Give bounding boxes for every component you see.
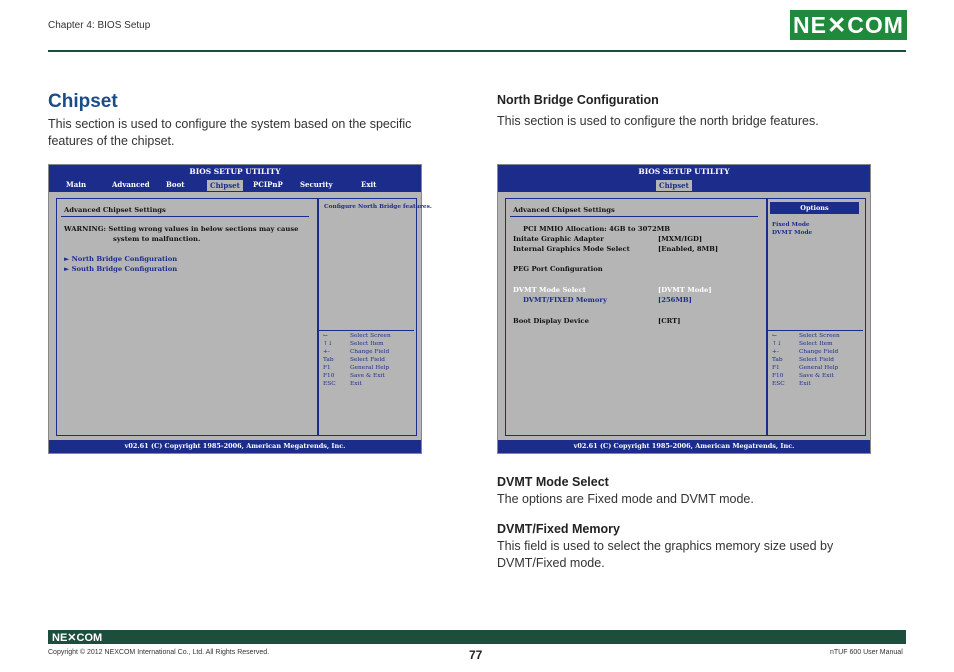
bios-dvmt-mode-value[interactable]: [DVMT Mode] xyxy=(658,286,712,294)
bios-options-list xyxy=(772,221,812,237)
bios-help-text: Configure North Bridge features. xyxy=(324,204,432,210)
help-key-row: F1 General Help xyxy=(323,365,390,371)
help-key-row: +- Change Field xyxy=(772,349,839,355)
chipset-intro: This section is used to configure the system based on the specific features of the chipset. xyxy=(48,117,412,148)
page-title: Chipset xyxy=(48,91,118,112)
bios-menubar xyxy=(498,178,870,192)
copyright: Copyright © 2012 NEXCOM International Co., Ltd. All Rights Reserved. xyxy=(48,649,270,656)
bios-menu-pcipnp[interactable]: PCIPnP xyxy=(253,180,283,189)
help-key-row: ↑↓ Select Item xyxy=(323,341,384,347)
bios-option-dvmt[interactable]: DVMT Mode xyxy=(772,230,813,236)
help-key-row: F10 Save & Exit xyxy=(772,373,834,379)
bios-row-pci-mmio: PCI MMIO Allocation: 4GB to 3072MB xyxy=(523,225,671,233)
help-key-row: F10 Save & Exit xyxy=(323,373,385,379)
help-key-row: ← Select Screen xyxy=(772,333,840,339)
footer-logo: NE✕COM xyxy=(52,632,103,644)
help-key-row: ESC Exit xyxy=(323,381,362,387)
bios-menu-main[interactable]: Main xyxy=(66,180,87,189)
dvmt-fixed-text: This field is used to select the graphics memory size used by DVMT/Fixed mode. xyxy=(497,539,834,570)
bios-panel-title: Advanced Chipset Settings xyxy=(64,206,166,214)
footer-square xyxy=(890,639,897,644)
bios-row-graphic-adapter-value[interactable]: [MXM/IGD] xyxy=(658,235,703,243)
north-bridge-intro: This section is used to configure the north bridge features. xyxy=(497,114,819,128)
bios-peg-heading: PEG Port Configuration xyxy=(513,265,603,273)
bios-menu-chipset[interactable]: Chipset xyxy=(207,180,243,191)
dvmt-mode-text: The options are Fixed mode and DVMT mode. xyxy=(497,492,754,506)
bios-item-south-bridge[interactable]: ► South Bridge Configuration xyxy=(64,265,178,273)
bios-fixed-memory-label[interactable]: DVMT/FIXED Memory xyxy=(523,296,607,304)
footer-square xyxy=(899,637,906,644)
bios-menu-security[interactable]: Security xyxy=(300,180,333,189)
bios-option-fixed[interactable]: Fixed Mode xyxy=(772,222,810,228)
bios-warning-line2: system to malfunction. xyxy=(113,235,201,243)
page-number: 77 xyxy=(469,648,483,662)
bios-dvmt-mode-label[interactable]: DVMT Mode Select xyxy=(513,286,586,294)
dvmt-mode-heading: DVMT Mode Select xyxy=(497,475,609,489)
bios-row-igfx-mode-label[interactable]: Internal Graphics Mode Select xyxy=(513,245,630,253)
bios-menu-boot[interactable]: Boot xyxy=(166,180,185,189)
chapter-label: Chapter 4: BIOS Setup xyxy=(48,20,151,31)
help-key-row: ESC Exit xyxy=(772,381,811,387)
bios-main-panel xyxy=(56,198,318,436)
bios-panel-divider xyxy=(510,216,758,217)
bios-footer: v02.61 (C) Copyright 1985-2006, American Megatrends, Inc. xyxy=(498,440,870,453)
bios-menu-chipset[interactable]: Chipset xyxy=(656,180,692,191)
help-key-row: +- Change Field xyxy=(323,349,390,355)
bios-help-divider xyxy=(319,330,414,331)
bios-boot-display-value[interactable]: [CRT] xyxy=(658,317,681,325)
nexcom-logo: NE✕COM xyxy=(790,10,907,40)
dvmt-fixed-heading: DVMT/Fixed Memory xyxy=(497,522,620,536)
bios-screenshot-north-bridge xyxy=(497,164,871,454)
bios-title: BIOS SETUP UTILITY xyxy=(49,165,421,178)
header-divider xyxy=(48,50,906,52)
help-key-row: F1 General Help xyxy=(772,365,839,371)
bios-help-panel xyxy=(318,198,417,436)
bios-options-title: Options xyxy=(770,202,859,214)
bios-fixed-memory-value[interactable]: [256MB] xyxy=(658,296,692,304)
footer-square xyxy=(890,630,897,637)
help-key-row: ↑↓ Select Item xyxy=(772,341,833,347)
bios-menu-advanced[interactable]: Advanced xyxy=(112,180,150,189)
bios-panel-divider xyxy=(61,216,309,217)
bios-item-north-bridge[interactable]: ► North Bridge Configuration xyxy=(64,255,178,263)
bios-screenshot-chipset xyxy=(48,164,432,454)
footer-bar xyxy=(48,630,906,644)
help-key-row: Tab Select Field xyxy=(772,357,834,363)
bios-help-keys xyxy=(772,332,840,388)
bios-menubar xyxy=(49,178,421,192)
bios-panel-title: Advanced Chipset Settings xyxy=(513,206,615,214)
bios-boot-display-label[interactable]: Boot Display Device xyxy=(513,317,589,325)
bios-row-graphic-adapter-label[interactable]: Initate Graphic Adapter xyxy=(513,235,604,243)
bios-help-divider xyxy=(768,330,863,331)
bios-menu-exit[interactable]: Exit xyxy=(361,180,377,189)
bios-footer: v02.61 (C) Copyright 1985-2006, American Megatrends, Inc. xyxy=(49,440,421,453)
north-bridge-title: North Bridge Configuration xyxy=(497,93,659,107)
manual-title: nTUF 600 User Manual xyxy=(830,649,903,656)
bios-help-keys xyxy=(323,332,391,388)
help-key-row: ← Select Screen xyxy=(323,333,391,339)
bios-title: BIOS SETUP UTILITY xyxy=(498,165,870,178)
bios-warning-line1: WARNING: Setting wrong values in below sections may cause xyxy=(64,225,299,233)
bios-row-igfx-mode-value[interactable]: [Enabled, 8MB] xyxy=(658,245,719,253)
help-key-row: Tab Select Field xyxy=(323,357,385,363)
